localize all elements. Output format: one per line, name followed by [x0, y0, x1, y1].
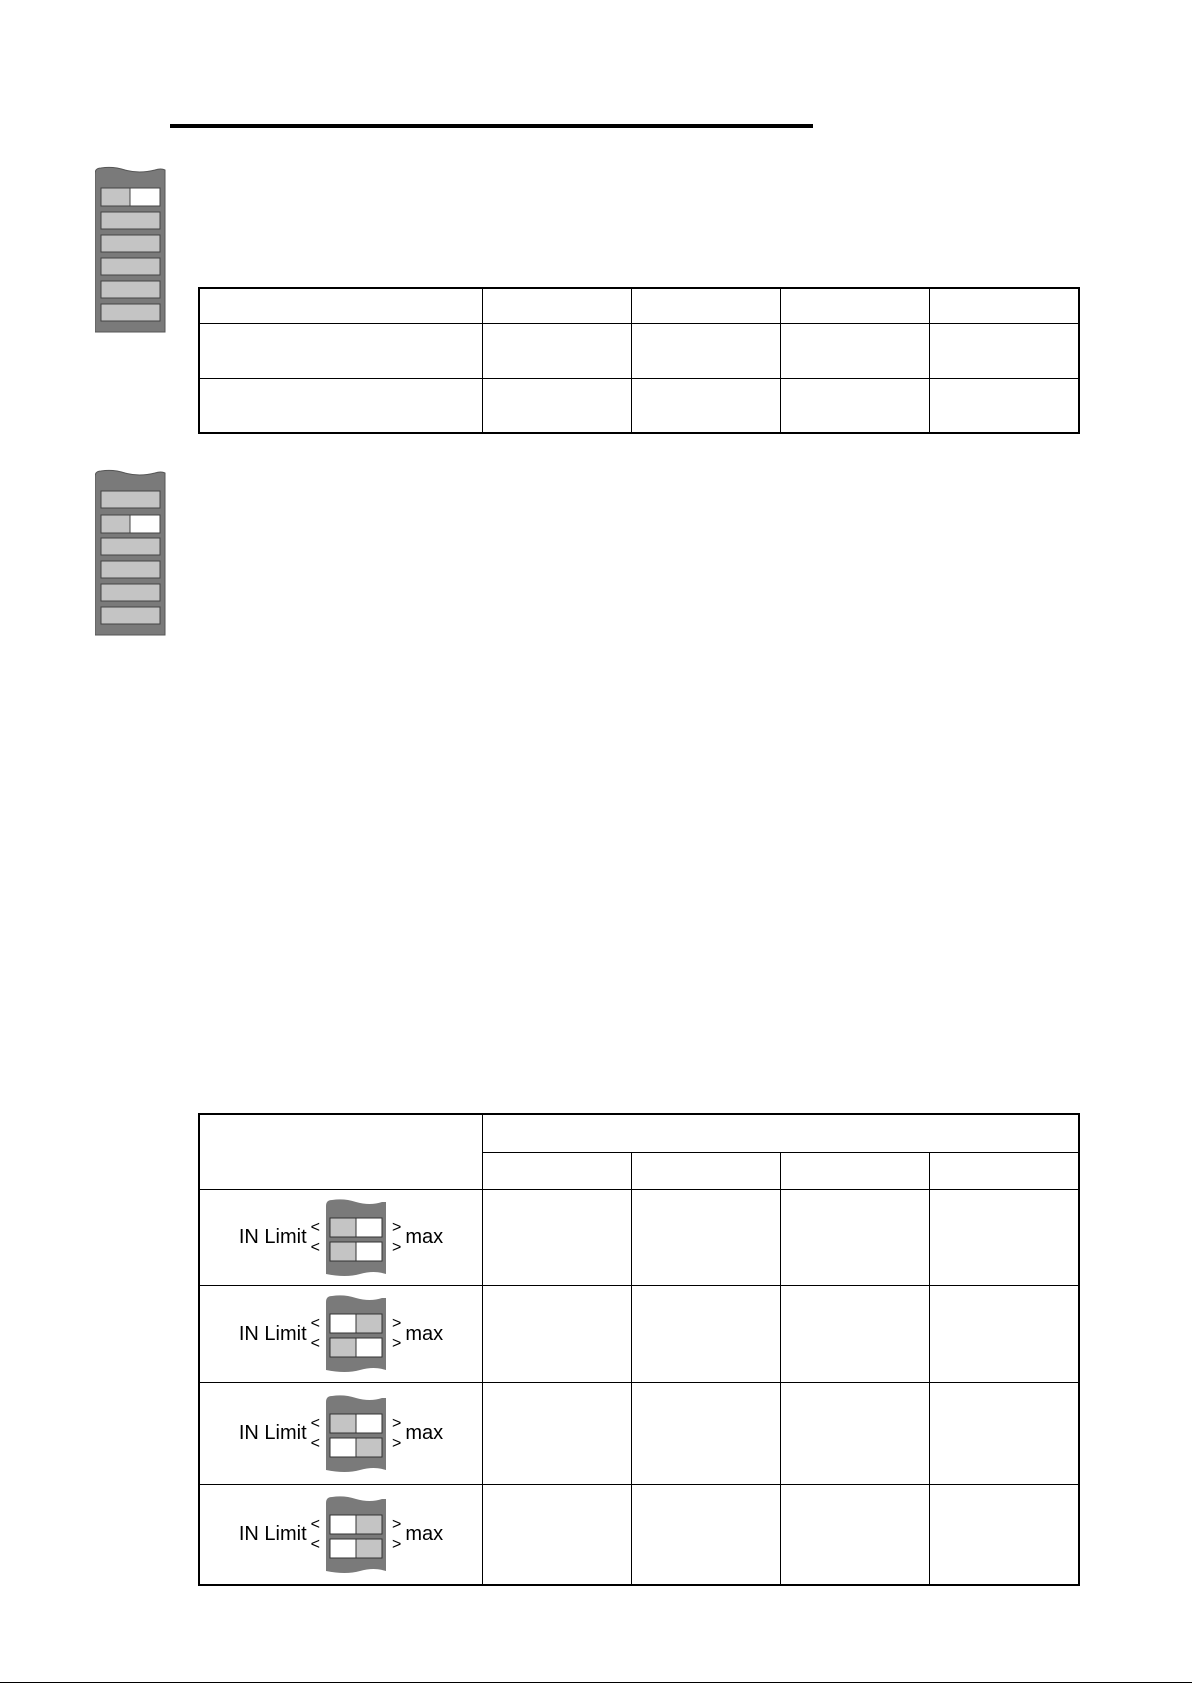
limit-cell — [200, 1485, 483, 1585]
table-cell — [483, 1286, 632, 1383]
less-than-sign: < — [310, 1335, 320, 1352]
less-than-sign: < — [310, 1414, 320, 1432]
less-than-sign: < — [310, 1238, 320, 1256]
less-than-sign: < — [310, 1515, 320, 1533]
table-header-cell — [632, 289, 781, 324]
limit-cell — [200, 1286, 483, 1383]
less-than-sign: < — [310, 1434, 320, 1452]
table-header-row — [200, 289, 1079, 324]
table-cell — [200, 379, 483, 433]
table-cell — [632, 379, 781, 433]
table-row — [200, 1190, 1079, 1286]
table-header-cell — [200, 289, 483, 324]
dip-switch-bank-icon-2 — [95, 469, 167, 645]
limit-label: IN Limit — [238, 1226, 307, 1248]
settings-table-1 — [199, 288, 1079, 433]
table-header-cell — [200, 1115, 483, 1190]
greater-than-sign: > — [392, 1218, 402, 1236]
dip-switch-bank-icon-1 — [95, 166, 167, 342]
table-header-cell — [930, 289, 1079, 324]
table-cell — [781, 1485, 930, 1585]
greater-than-sign: > — [392, 1515, 402, 1533]
max-label: max — [405, 1523, 444, 1545]
page-bottom-divider — [0, 1682, 1192, 1683]
less-than-sign: < — [310, 1535, 320, 1553]
dip-switch-pair-icon — [324, 1495, 388, 1575]
table-header-cell — [483, 1153, 632, 1190]
heading-underline — [170, 124, 813, 128]
table-cell — [200, 324, 483, 379]
greater-than-sign: > — [392, 1238, 402, 1256]
limit-cell — [200, 1383, 483, 1485]
table-cell — [632, 1286, 781, 1383]
table-row — [200, 1383, 1079, 1485]
limit-label: IN Limit — [238, 1523, 307, 1545]
table-row — [200, 379, 1079, 433]
table-cell — [781, 1190, 930, 1286]
table-cell — [483, 1485, 632, 1585]
dip-switch-pair-icon — [324, 1394, 388, 1474]
max-label: max — [405, 1322, 444, 1345]
table-cell — [930, 1286, 1079, 1383]
dip-switch-pair-icon — [324, 1198, 388, 1278]
table-cell — [632, 1383, 781, 1485]
greater-than-sign: > — [392, 1535, 402, 1553]
limit-cell — [200, 1190, 483, 1286]
table-row — [200, 324, 1079, 379]
dip-switch-pair-icon — [324, 1294, 388, 1374]
table-row — [200, 1485, 1079, 1585]
table-cell — [483, 1383, 632, 1485]
table-header-cell — [483, 1115, 1079, 1153]
table-row — [200, 1286, 1079, 1383]
limit-label: IN Limit — [238, 1322, 307, 1345]
limit-label: IN Limit — [238, 1422, 307, 1444]
table-cell — [930, 324, 1079, 379]
table-header-cell — [781, 1153, 930, 1190]
less-than-sign: < — [310, 1315, 320, 1332]
table-cell — [781, 379, 930, 433]
table-cell — [483, 379, 632, 433]
table-header-cell — [483, 289, 632, 324]
greater-than-sign: > — [392, 1335, 402, 1352]
table-cell — [483, 1190, 632, 1286]
greater-than-sign: > — [392, 1315, 402, 1332]
table-cell — [781, 324, 930, 379]
table-cell — [781, 1286, 930, 1383]
table-cell — [930, 1190, 1079, 1286]
greater-than-sign: > — [392, 1434, 402, 1452]
table-cell — [781, 1383, 930, 1485]
max-label: max — [405, 1422, 444, 1444]
table-header-cell — [632, 1153, 781, 1190]
table-cell — [483, 324, 632, 379]
less-than-sign: < — [310, 1218, 320, 1236]
table-header-cell — [930, 1153, 1079, 1190]
table-cell — [930, 1485, 1079, 1585]
table-header-cell — [781, 289, 930, 324]
table-cell — [632, 324, 781, 379]
max-label: max — [405, 1226, 444, 1248]
table-cell — [632, 1485, 781, 1585]
table-cell — [930, 379, 1079, 433]
table-cell — [930, 1383, 1079, 1485]
greater-than-sign: > — [392, 1414, 402, 1432]
table-header-row — [200, 1115, 1079, 1153]
limit-table — [199, 1114, 1079, 1585]
table-cell — [632, 1190, 781, 1286]
